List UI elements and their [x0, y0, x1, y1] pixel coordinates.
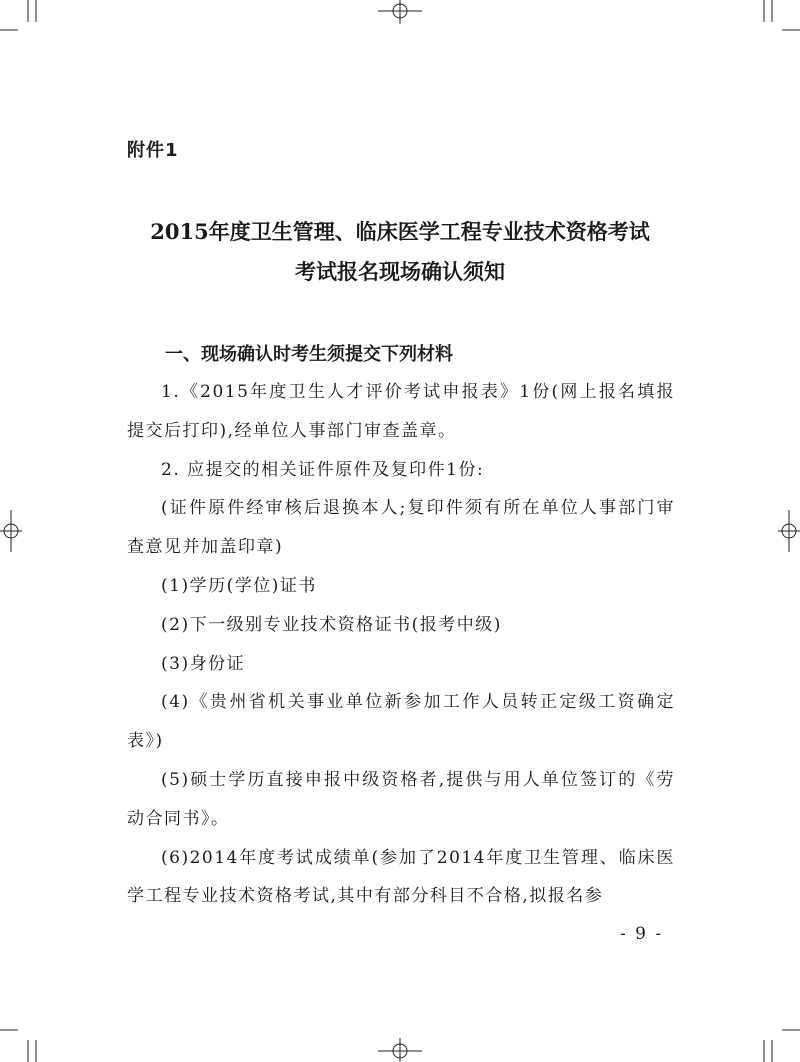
document-title-line-2: 考试报名现场确认须知	[295, 259, 505, 284]
section-heading: 一、现场确认时考生须提交下列材料	[165, 344, 453, 365]
paragraph: (1)学历(学位)证书	[161, 575, 317, 596]
paragraph: 2. 应提交的相关证件原件及复印件1份:	[161, 459, 485, 480]
paragraph: (3)身份证	[161, 653, 246, 674]
paragraph: (证件原件经审核后退换本人;复印件须有所在单位人事部门审查意见并加盖印章)	[127, 498, 675, 558]
page-number: - 9 -	[620, 924, 664, 944]
paragraph: (5)硕士学历直接申报中级资格者,提供与用人单位签订的《劳动合同书》。	[127, 769, 675, 829]
paragraph: (4)《贵州省机关事业单位新参加工作人员转正定级工资确定表》)	[127, 692, 675, 752]
attachment-label: 附件1	[127, 140, 179, 161]
body-text	[127, 373, 675, 916]
paragraph: 1.《2015年度卫生人才评价考试申报表》1份(网上报名填报提交后打印),经单位人事部门审查盖章。	[127, 382, 675, 441]
document-title-line-1: 2015年度卫生管理、临床医学工程专业技术资格考试	[150, 219, 650, 244]
paragraph: (2)下一级别专业技术资格证书(报考中级)	[161, 614, 502, 635]
paragraph: (6)2014年度考试成绩单(参加了2014年度卫生管理、临床医学工程专业技术资格考试,其中有部分科目不合格,拟报名参	[127, 847, 675, 907]
